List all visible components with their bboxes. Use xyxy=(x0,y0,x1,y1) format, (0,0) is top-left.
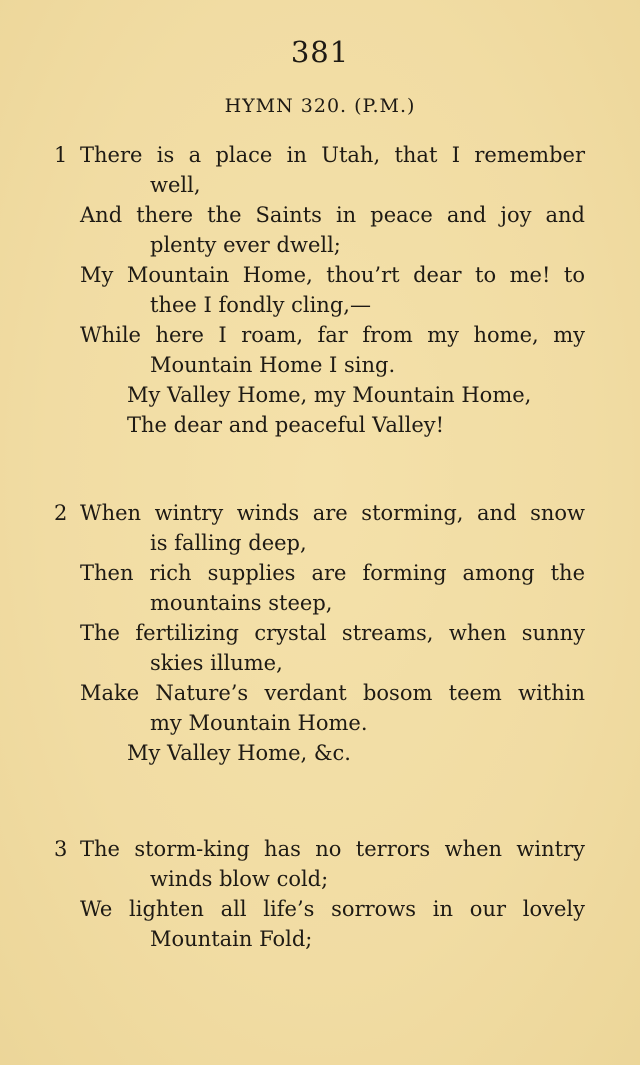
verse-line: Mountain Home I sing. xyxy=(150,353,396,377)
verse-line: well, xyxy=(150,173,201,197)
verse-line: skies illume, xyxy=(150,651,283,675)
chorus-line: The dear and peaceful Valley! xyxy=(127,413,445,437)
verse-line: The fertilizing crystal streams, when sunny xyxy=(80,621,585,645)
verse-line: While here I roam, far from my home, my xyxy=(80,323,585,347)
verse-number: 1 xyxy=(54,143,68,167)
verse-line: Then rich supplies are forming among the xyxy=(80,561,585,585)
page-number: 381 xyxy=(290,35,350,69)
chorus-line: My Valley Home, &c. xyxy=(127,741,351,765)
verse-line: My Mountain Home, thou’rt dear to me! to xyxy=(80,263,585,287)
verse-line: When wintry winds are storming, and snow xyxy=(80,501,585,525)
verse-number: 2 xyxy=(54,501,68,525)
verse-line: The storm-king has no terrors when wintry xyxy=(80,837,585,861)
verse-number: 3 xyxy=(54,837,68,861)
verse-line: winds blow cold; xyxy=(150,867,329,891)
chorus-line: My Valley Home, my Mountain Home, xyxy=(127,383,532,407)
verse-line: thee I fondly cling,— xyxy=(150,293,371,317)
verse-line: Make Nature’s verdant bosom teem within xyxy=(80,681,585,705)
verse-line: my Mountain Home. xyxy=(150,711,368,735)
hymn-title: HYMN 320. (P.M.) xyxy=(224,95,416,117)
verse-line: Mountain Fold; xyxy=(150,927,313,951)
verse-line: is falling deep, xyxy=(150,531,307,555)
verse-line: There is a place in Utah, that I remember xyxy=(80,143,585,167)
verse-line: We lighten all life’s sorrows in our lovely xyxy=(80,897,585,921)
verse-line: plenty ever dwell; xyxy=(150,233,341,257)
verse-line: And there the Saints in peace and joy and xyxy=(80,203,585,227)
verse-line: mountains steep, xyxy=(150,591,333,615)
